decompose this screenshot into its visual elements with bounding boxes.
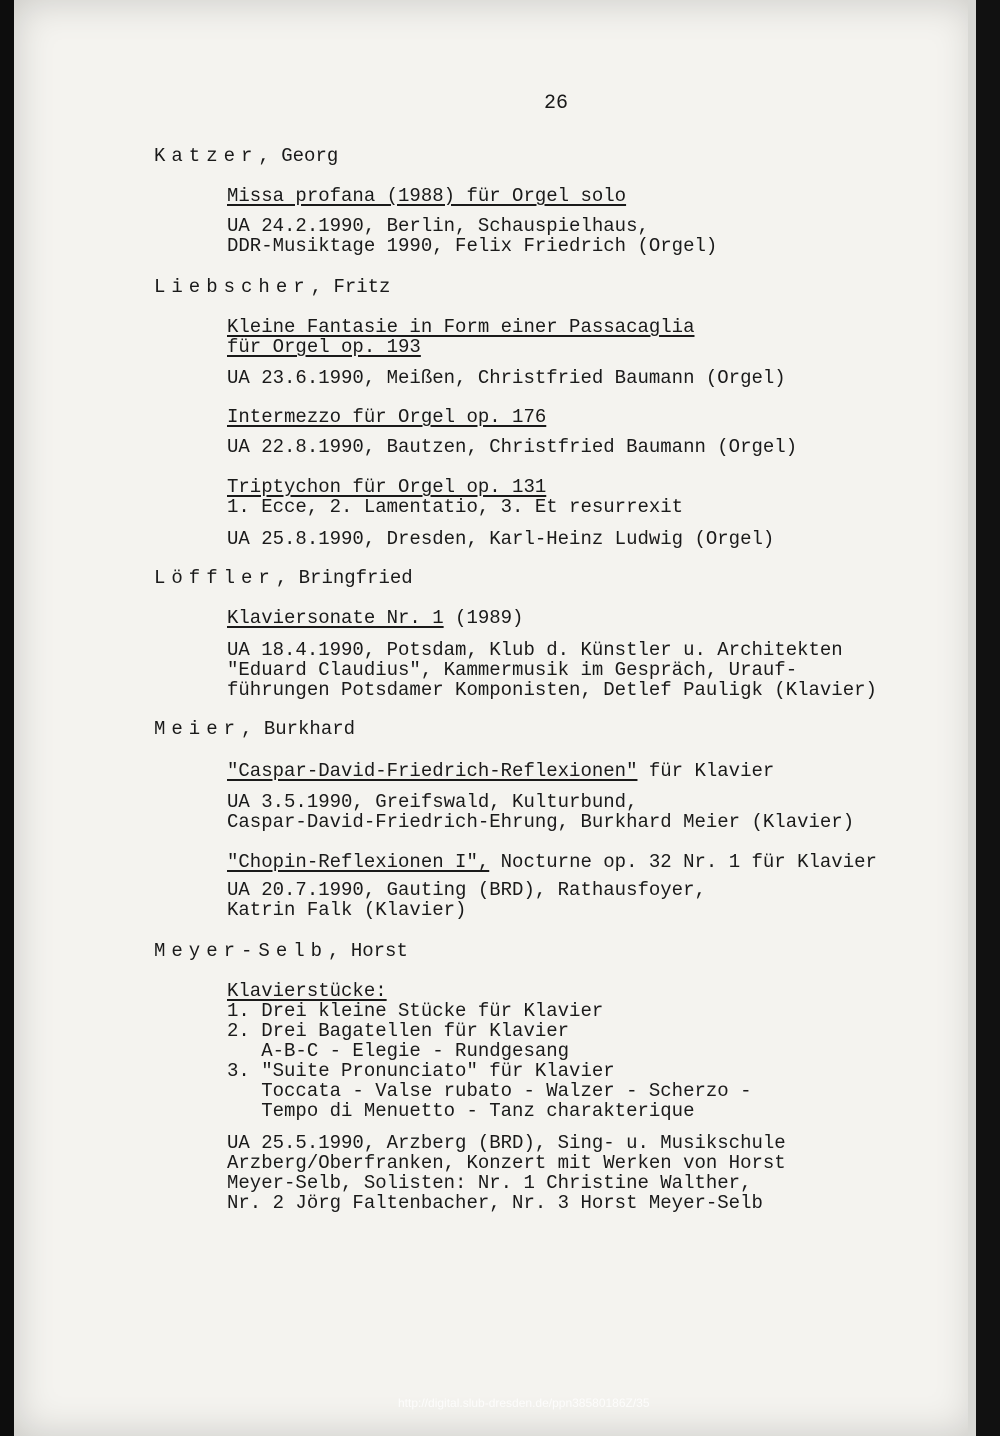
premiere-line: UA 24.2.1990, Berlin, Schauspielhaus,: [227, 215, 649, 237]
work-list-item: A-B-C - Elegie - Rundgesang: [227, 1040, 570, 1062]
work-list-item: Toccata - Valse rubato - Walzer - Scherzo -: [227, 1080, 752, 1102]
premiere-line: UA 25.8.1990, Dresden, Karl-Heinz Ludwig (Orgel): [227, 528, 775, 550]
premiere-line: "Eduard Claudius", Kammermusik im Gespräch, Urauf-: [227, 659, 798, 681]
work-title: Klaviersonate Nr. 1: [227, 607, 444, 629]
composer-surname: Meier: [154, 718, 242, 740]
work-title: "Chopin-Reflexionen I",: [227, 851, 490, 873]
premiere-line: DDR-Musiktage 1990, Felix Friedrich (Orgel): [227, 235, 718, 257]
composer-heading: [154, 941, 408, 961]
composer-given-name: Burkhard: [263, 718, 356, 740]
work-subtitle: 1. Ecce, 2. Lamentatio, 3. Et resurrexit: [227, 496, 684, 518]
composer-given-name: Georg: [281, 145, 339, 167]
composer-separator: ,: [328, 940, 351, 962]
composer-separator: ,: [310, 276, 334, 298]
work-title: für Orgel op. 193: [227, 336, 421, 358]
premiere-line: Katrin Falk (Klavier): [227, 899, 467, 921]
work-title-suffix: für Klavier: [637, 760, 775, 782]
page-number: 26: [544, 92, 569, 115]
scan-border-right-edge: [968, 0, 976, 1436]
work-list-item: 2. Drei Bagatellen für Klavier: [227, 1020, 570, 1042]
scan-border-left: [0, 0, 14, 1436]
work-title: Missa profana (1988) für Orgel solo: [227, 185, 627, 207]
composer-heading: [154, 277, 390, 297]
premiere-line: UA 23.6.1990, Meißen, Christfried Baumann (Orgel): [227, 367, 786, 389]
composer-surname: Katzer: [154, 145, 259, 167]
work-list-item: Tempo di Menuetto - Tanz charakterique: [227, 1100, 695, 1122]
premiere-line: UA 22.8.1990, Bautzen, Christfried Baumann (Orgel): [227, 436, 798, 458]
premiere-line: führungen Potsdamer Komponisten, Detlef Pauligk (Klavier): [227, 679, 877, 701]
work-title-suffix: Nocturne op. 32 Nr. 1 für Klavier: [489, 851, 877, 873]
work-list-item: 3. "Suite Pronunciato" für Klavier: [227, 1060, 615, 1082]
composer-heading: [154, 146, 338, 166]
work-list-item: 1. Drei kleine Stücke für Klavier: [227, 1000, 604, 1022]
composer-separator: ,: [258, 145, 282, 167]
composer-surname: Löffler: [154, 567, 276, 589]
work-title-line: [227, 852, 877, 872]
premiere-line: Caspar-David-Friedrich-Ehrung, Burkhard Meier (Klavier): [227, 811, 855, 833]
composer-separator: ,: [241, 718, 264, 740]
work-title-suffix: (1989): [443, 607, 524, 629]
work-title: Triptychon für Orgel op. 131: [227, 476, 547, 498]
premiere-line: UA 3.5.1990, Greifswald, Kulturbund,: [227, 791, 638, 813]
work-title: Klavierstücke:: [227, 980, 387, 1002]
document-page: [14, 0, 976, 1436]
composer-heading: [154, 568, 413, 588]
composer-separator: ,: [275, 567, 299, 589]
composer-given-name: Bringfried: [298, 567, 413, 589]
work-title-line: [227, 761, 774, 781]
premiere-line: Arzberg/Oberfranken, Konzert mit Werken von Horst: [227, 1152, 786, 1174]
composer-heading: [154, 719, 355, 739]
composer-given-name: Horst: [350, 940, 408, 962]
premiere-line: UA 25.5.1990, Arzberg (BRD), Sing- u. Musikschule: [227, 1132, 786, 1154]
source-url-watermark: http://digital.slub-dresden.de/ppn38580186Z/35: [398, 1396, 650, 1410]
work-title: Intermezzo für Orgel op. 176: [227, 406, 547, 428]
composer-surname: Meyer-Selb: [154, 940, 329, 962]
work-title-line: [227, 608, 523, 628]
work-title: Kleine Fantasie in Form einer Passacaglia: [227, 316, 695, 338]
scan-border-right: [976, 0, 1000, 1436]
work-title: "Caspar-David-Friedrich-Reflexionen": [227, 760, 638, 782]
composer-given-name: Fritz: [333, 276, 391, 298]
composer-surname: Liebscher: [154, 276, 311, 298]
premiere-line: Meyer-Selb, Solisten: Nr. 1 Christine Walther,: [227, 1172, 752, 1194]
premiere-line: UA 20.7.1990, Gauting (BRD), Rathausfoyer,: [227, 879, 706, 901]
premiere-line: UA 18.4.1990, Potsdam, Klub d. Künstler u. Architekten: [227, 639, 843, 661]
premiere-line: Nr. 2 Jörg Faltenbacher, Nr. 3 Horst Meyer-Selb: [227, 1192, 763, 1214]
